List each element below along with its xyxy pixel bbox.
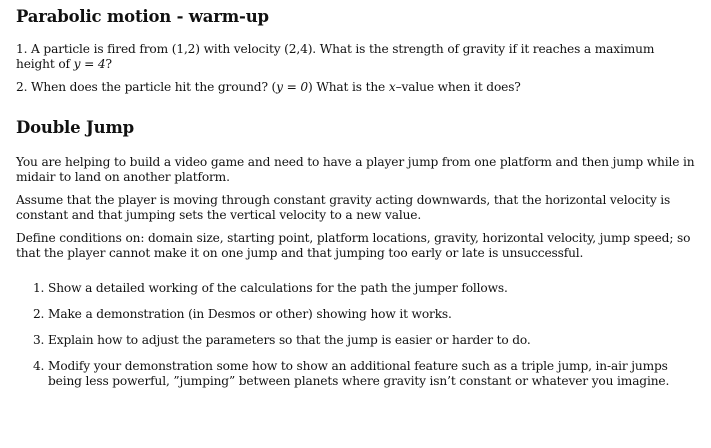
warmup-question-1 [16, 42, 695, 72]
q1-math: y = 4 [73, 57, 106, 71]
q1-suffix: ? [105, 57, 112, 71]
q2-math-x: x [388, 80, 396, 94]
double-jump-heading: Double Jump [16, 118, 134, 137]
q1-text: 1. A particle is fired from (1,2) with velocity (2,4). What is the strength of gravity if it reaches a maximum height of [16, 42, 655, 71]
assumption-paragraph: Assume that the player is moving through constant gravity acting downwards, that the horizontal velocity is constant and that jumping sets the vertical velocity to a new value. [16, 193, 671, 222]
q2-mid: ) What is the [308, 80, 389, 94]
q2-suffix: –value when it does? [395, 80, 521, 94]
task-item: 4. Modify your demonstration some how to show an additional feature such as a triple jump, in-air jumps being less powerful, ”jumping” between planets where gravity isn’t constant or whatever you imagine. [48, 359, 695, 389]
conditions-paragraph: Define conditions on: domain size, starting point, platform locations, gravity, horizontal velocity, jump speed; so that the player cannot make it on one jump and that jumping too early or late is unsuccessful. [16, 231, 691, 260]
task-list [16, 281, 695, 389]
q2-text: 2. When does the particle hit the ground? ( [16, 80, 277, 94]
warmup-question-2 [16, 80, 695, 95]
warmup-heading: Parabolic motion - warm-up [16, 7, 269, 26]
task-item: 1. Show a detailed working of the calculations for the path the jumper follows. [48, 281, 695, 296]
intro-paragraph: You are helping to build a video game and need to have a player jump from one platform and then jump while in midair to land on another platform. [16, 155, 695, 184]
q2-math: y = 0 [276, 80, 309, 94]
task-item: 3. Explain how to adjust the parameters so that the jump is easier or harder to do. [48, 333, 695, 348]
task-item: 2. Make a demonstration (in Desmos or other) showing how it works. [48, 307, 695, 322]
